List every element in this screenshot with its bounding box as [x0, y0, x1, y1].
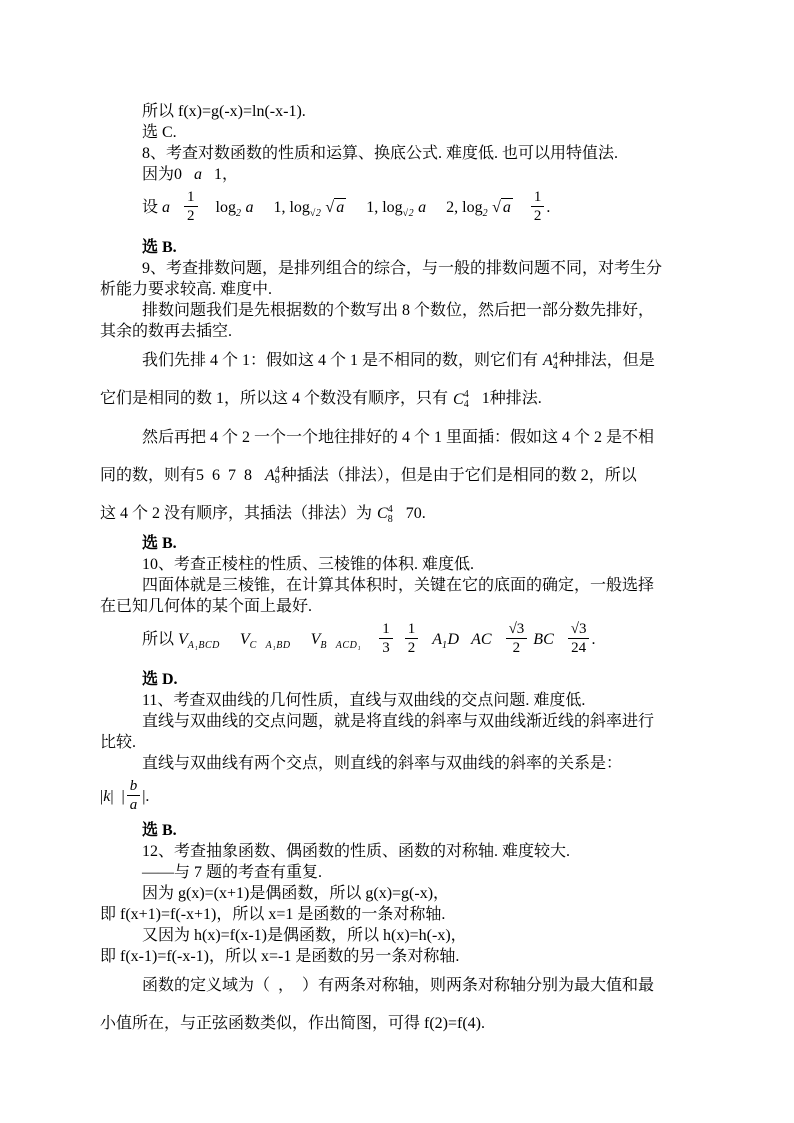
superscript: 4	[552, 350, 558, 362]
ss-stack	[464, 390, 469, 410]
sub-base: V	[310, 631, 321, 649]
subscript: 4	[552, 360, 558, 372]
text-segment: ——与 7 题的考查有重复.	[142, 864, 323, 882]
ss-base: C	[453, 390, 464, 408]
text-line	[100, 669, 696, 690]
text-segment: 然后再把 4 个 2 一个一个地往排好的 4 个 1 里面插：假如这 4 个 2 是不相	[142, 428, 655, 446]
text-segment: 种插法（排法），但是由于它们是相同的数 2，所以	[280, 466, 637, 484]
text-line	[100, 495, 696, 533]
perm-comb-symbol	[377, 495, 393, 533]
sub-base: V	[239, 631, 250, 649]
text-segment	[420, 631, 432, 648]
text-line	[100, 419, 696, 457]
fraction	[568, 621, 590, 656]
text-segment: 析能力要求较高. 难度中.	[100, 281, 273, 298]
text-segment: 这 4 个 2 没有顺序，其插法（排法）为	[100, 504, 377, 522]
fraction-denominator: 2	[533, 207, 542, 224]
text-line	[100, 143, 696, 164]
text-line	[100, 617, 696, 669]
text-line	[100, 258, 696, 279]
fraction	[379, 621, 393, 656]
subscript: B ACD₁	[320, 640, 362, 652]
text-segment: 11、考查双曲线的几何性质，直线与双曲线的交点问题. 难度低.	[142, 692, 586, 710]
sub-base: log	[215, 199, 236, 216]
math-variable: AC	[471, 631, 492, 649]
subscript: 1	[442, 640, 448, 652]
fraction-denominator: 2	[512, 640, 521, 657]
radical-sign: √	[570, 621, 579, 638]
text-segment: 选 B.	[142, 239, 177, 256]
math-variable: D	[447, 631, 460, 649]
text-line	[100, 596, 696, 617]
radicand: 3	[578, 621, 587, 638]
fraction	[127, 778, 141, 813]
fraction-numerator: 1	[379, 621, 393, 639]
text-segment: 70.	[393, 504, 426, 522]
text-line	[100, 841, 696, 862]
text-segment	[170, 199, 182, 216]
sub-base: log	[289, 199, 310, 216]
fraction-denominator: 3	[382, 640, 390, 657]
text-line	[100, 380, 696, 418]
text-segment: 我们先排 4 个 1：假如这 4 个 1 是不相同的数，则它们有	[142, 352, 543, 369]
fraction	[506, 621, 528, 656]
text-segment: 1,	[253, 199, 290, 216]
text-segment: .	[546, 199, 551, 216]
fraction-denominator: 24	[571, 640, 587, 657]
text-segment: 小值所在，与正弦函数类似，作出简图，可得 f(2)=f(4).	[100, 1015, 485, 1033]
radical-sign: √	[325, 199, 335, 216]
text-line	[100, 753, 696, 774]
text-line	[100, 321, 696, 342]
text-segment: |.	[142, 788, 150, 806]
fraction-denominator: 2	[187, 207, 195, 224]
text-segment	[554, 631, 566, 648]
text-segment	[220, 631, 240, 648]
text-line	[100, 554, 696, 575]
text-segment	[513, 199, 529, 216]
square-root	[325, 198, 346, 216]
text-line	[100, 300, 696, 321]
ss-base: A	[265, 466, 275, 484]
text-segment: 所以 f(x)=g(-x)=ln(-x-1).	[142, 103, 306, 120]
ss-base: C	[377, 505, 388, 523]
text-line	[100, 457, 696, 495]
fraction-numerator: 1	[531, 189, 545, 207]
text-line	[100, 883, 696, 904]
text-line	[100, 774, 696, 820]
perm-comb-symbol	[453, 381, 469, 419]
text-segment: 又因为 h(x)=f(x-1)是偶函数，所以 h(x)=h(-x)，	[142, 927, 467, 945]
text-segment: 排数问题我们是先根据数的个数写出 8 个数位，然后把一部分数先排好，	[142, 302, 655, 319]
subscripted-term	[382, 199, 415, 219]
text-segment	[200, 199, 216, 216]
fraction-numerator	[568, 621, 590, 639]
text-segment: |	[100, 788, 104, 806]
text-line	[100, 101, 696, 122]
subscript: 8	[274, 475, 280, 487]
text-segment	[492, 631, 504, 648]
text-line	[100, 690, 696, 711]
sub-base: V	[178, 631, 188, 649]
text-line	[100, 732, 696, 753]
text-line	[100, 711, 696, 732]
sub-base: A	[432, 631, 443, 649]
text-segment: 所以	[142, 631, 179, 649]
subscript: √2	[402, 208, 415, 219]
square-root	[492, 198, 513, 216]
fraction-denominator: 2	[407, 640, 416, 657]
fraction-numerator: 1	[184, 189, 198, 207]
text-segment: 其余的数再去插空.	[100, 323, 233, 340]
text-segment: 设	[142, 199, 163, 216]
text-line	[100, 862, 696, 883]
text-segment: 种排法，但是	[558, 352, 655, 369]
fraction-numerator: b	[127, 778, 141, 796]
text-line	[100, 342, 696, 380]
radical-sign: √	[492, 199, 501, 216]
text-segment: 即 f(x+1)=f(-x+1)，所以 x=1 是函数的一条对称轴.	[100, 906, 446, 924]
ss-stack	[553, 352, 558, 372]
text-line	[100, 575, 696, 596]
text-segment: 四面体就是三棱锥，在计算其体积时，关键在它的底面的确定，一般选择	[142, 577, 655, 595]
subscripted-term	[462, 199, 489, 219]
subscript: 2	[235, 208, 242, 219]
text-segment: 因为0	[142, 166, 195, 183]
perm-comb-symbol	[265, 457, 280, 495]
text-line	[100, 820, 696, 841]
subscript: √2	[309, 208, 322, 219]
text-segment: 2,	[426, 199, 463, 216]
fraction	[405, 621, 419, 656]
text-segment: 函数的定义域为（ ， ）有两条对称轴，则两条对称轴分别为最大值和最	[142, 977, 655, 995]
text-line	[100, 185, 696, 237]
math-variable: BC	[529, 631, 554, 649]
fraction-numerator	[506, 621, 528, 639]
subscript: C A₁BD	[249, 640, 291, 652]
math-variable: a	[241, 199, 254, 216]
text-line	[100, 164, 696, 185]
text-segment: 9、考查排数问题，是排列组合的综合，与一般的排数问题不同，对考生分	[142, 260, 663, 277]
text-segment: 1，	[202, 166, 239, 183]
subscripted-term	[178, 631, 220, 652]
text-segment: 同的数，则有5 6 7 8	[100, 466, 265, 484]
text-segment: 在已知几何体的某个面上最好.	[100, 598, 313, 616]
fraction	[531, 189, 545, 224]
fraction	[184, 189, 198, 224]
subscript: 2	[482, 208, 489, 219]
subscript: A₁BCD	[187, 640, 220, 652]
text-segment	[459, 631, 471, 648]
text-segment: 比较.	[100, 734, 137, 752]
text-line	[100, 904, 696, 925]
text-line	[100, 967, 696, 1005]
subscripted-term	[239, 631, 291, 652]
subscripted-term	[310, 631, 362, 652]
text-segment: 1,	[346, 199, 383, 216]
text-segment: 1种排法.	[469, 390, 542, 408]
text-segment: 选 B.	[142, 822, 177, 840]
text-line	[100, 237, 696, 258]
radical-sign: √	[508, 621, 517, 638]
superscript: 4	[274, 465, 280, 477]
text-segment: 10、考查正棱柱的性质、三棱锥的体积. 难度低.	[142, 556, 475, 574]
document-body	[100, 101, 696, 1043]
math-variable: k	[103, 788, 111, 806]
subscript: 8	[387, 513, 393, 525]
text-segment: .	[591, 631, 596, 649]
text-segment: 8、考查对数函数的性质和运算、换底公式. 难度低. 也可以用特值法.	[142, 145, 619, 162]
text-line	[100, 925, 696, 946]
math-variable: a	[162, 199, 171, 216]
text-segment: 选 C.	[142, 124, 177, 141]
text-line	[100, 122, 696, 143]
sub-base: log	[462, 199, 483, 216]
sub-base: log	[382, 199, 403, 216]
radicand: a	[502, 199, 511, 216]
ss-stack	[275, 466, 280, 486]
ss-stack	[388, 505, 393, 525]
text-segment	[361, 631, 377, 648]
text-line	[100, 279, 696, 300]
fraction-denominator: a	[129, 797, 138, 814]
math-variable: a	[194, 166, 203, 183]
text-line	[100, 533, 696, 554]
text-segment: 直线与双曲线的交点问题，就是将直线的斜率与双曲线渐近线的斜率进行	[142, 713, 655, 731]
text-segment	[395, 631, 403, 648]
text-line	[100, 946, 696, 967]
superscript: 4	[463, 388, 469, 400]
fraction-numerator: 1	[405, 621, 419, 639]
text-segment	[291, 631, 311, 648]
text-segment: 它们是相同的数 1，所以这 4 个数没有顺序，只有	[100, 390, 453, 408]
text-line	[100, 1005, 696, 1043]
subscripted-term	[289, 199, 322, 219]
superscript: 4	[387, 503, 393, 515]
radicand: a	[336, 199, 345, 216]
text-segment: 选 D.	[142, 671, 178, 689]
text-segment: 12、考查抽象函数、偶函数的性质、函数的对称轴. 难度较大.	[142, 843, 571, 861]
text-segment: 选 B.	[142, 535, 177, 553]
radicand: 3	[516, 621, 525, 638]
subscript: 4	[463, 398, 469, 410]
text-segment: 即 f(x-1)=f(-x-1)，所以 x=-1 是函数的另一条对称轴.	[100, 948, 460, 966]
ss-base: A	[543, 352, 553, 370]
text-segment: 直线与双曲线有两个交点，则直线的斜率与双曲线的斜率的关系是：	[142, 755, 623, 773]
subscripted-term	[215, 199, 242, 219]
math-variable: a	[414, 199, 427, 216]
text-segment: 因为 g(x)=(x+1)是偶函数，所以 g(x)=g(-x)，	[142, 885, 450, 903]
text-segment: | |	[110, 788, 125, 806]
perm-comb-symbol	[543, 342, 558, 380]
subscripted-term	[432, 631, 448, 652]
